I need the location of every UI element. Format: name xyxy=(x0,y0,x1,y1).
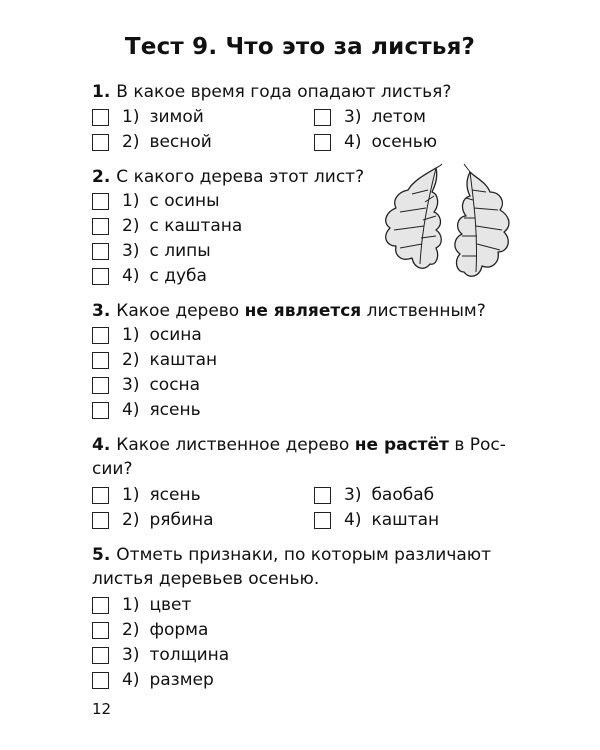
question-2 xyxy=(92,165,364,189)
option-4-2[interactable]: 2) рябина xyxy=(92,509,214,531)
checkbox[interactable] xyxy=(92,193,109,210)
oak-leaf-left xyxy=(386,168,442,268)
checkbox[interactable] xyxy=(92,402,109,419)
option-3-2[interactable]: 2) каштан xyxy=(92,349,217,371)
oak-leaf-right xyxy=(455,172,509,276)
checkbox[interactable] xyxy=(92,377,109,394)
checkbox[interactable] xyxy=(92,218,109,235)
checkbox[interactable] xyxy=(92,352,109,369)
option-3-1[interactable]: 1) осина xyxy=(92,324,202,346)
question-text: С какого дерева этот лист? xyxy=(116,167,365,187)
question-3: 3. Какое дерево не является лиственным? xyxy=(92,301,486,321)
oak-leaves-illustration xyxy=(378,160,528,285)
question-number: 3. xyxy=(92,301,111,321)
checkbox[interactable] xyxy=(92,672,109,689)
option-2-3[interactable]: 3) с липы xyxy=(92,240,211,262)
question-5: 5. Отметь признаки, по которым различают листья деревьев осенью. xyxy=(92,545,492,589)
option-1-4[interactable]: 4) осенью xyxy=(314,131,437,153)
option-3-4[interactable]: 4) ясень xyxy=(92,399,201,421)
question-text: В какое время года опадают листья? xyxy=(116,82,452,102)
option-1-1[interactable]: 1) зимой xyxy=(92,106,204,128)
checkbox[interactable] xyxy=(92,487,109,504)
question-number: 4. xyxy=(92,435,111,455)
option-5-3[interactable]: 3) толщина xyxy=(92,644,229,666)
checkbox[interactable] xyxy=(92,109,109,126)
option-4-3[interactable]: 3) баобаб xyxy=(314,484,434,506)
option-4-4[interactable]: 4) каштан xyxy=(314,509,439,531)
checkbox[interactable] xyxy=(92,327,109,344)
checkbox[interactable] xyxy=(314,134,331,151)
option-1-2[interactable]: 2) весной xyxy=(92,131,212,153)
option-2-4[interactable]: 4) с дуба xyxy=(92,265,207,287)
checkbox[interactable] xyxy=(314,512,331,529)
option-4-1[interactable]: 1) ясень xyxy=(92,484,201,506)
checkbox[interactable] xyxy=(92,597,109,614)
checkbox[interactable] xyxy=(314,109,331,126)
option-2-1[interactable]: 1) с осины xyxy=(92,190,220,212)
question-number: 2. xyxy=(92,167,111,187)
option-2-2[interactable]: 2) с каштана xyxy=(92,215,242,237)
checkbox[interactable] xyxy=(92,268,109,285)
option-5-1[interactable]: 1) цвет xyxy=(92,594,191,616)
question-number: 1. xyxy=(92,82,111,102)
checkbox[interactable] xyxy=(92,622,109,639)
page-number: 12 xyxy=(92,700,112,718)
option-3-3[interactable]: 3) сосна xyxy=(92,374,200,396)
checkbox[interactable] xyxy=(92,134,109,151)
option-5-2[interactable]: 2) форма xyxy=(92,619,208,641)
checkbox[interactable] xyxy=(92,243,109,260)
option-5-4[interactable]: 4) размер xyxy=(92,669,214,691)
checkbox[interactable] xyxy=(92,512,109,529)
checkbox[interactable] xyxy=(92,647,109,664)
question-4: 4. Какое лиственное дерево не растёт в Рос- сии? xyxy=(92,435,506,479)
option-1-3[interactable]: 3) летом xyxy=(314,106,426,128)
page-title: Тест 9. Что это за листья? xyxy=(124,34,476,60)
checkbox[interactable] xyxy=(314,487,331,504)
question-1 xyxy=(92,80,451,104)
question-number: 5. xyxy=(92,545,111,565)
